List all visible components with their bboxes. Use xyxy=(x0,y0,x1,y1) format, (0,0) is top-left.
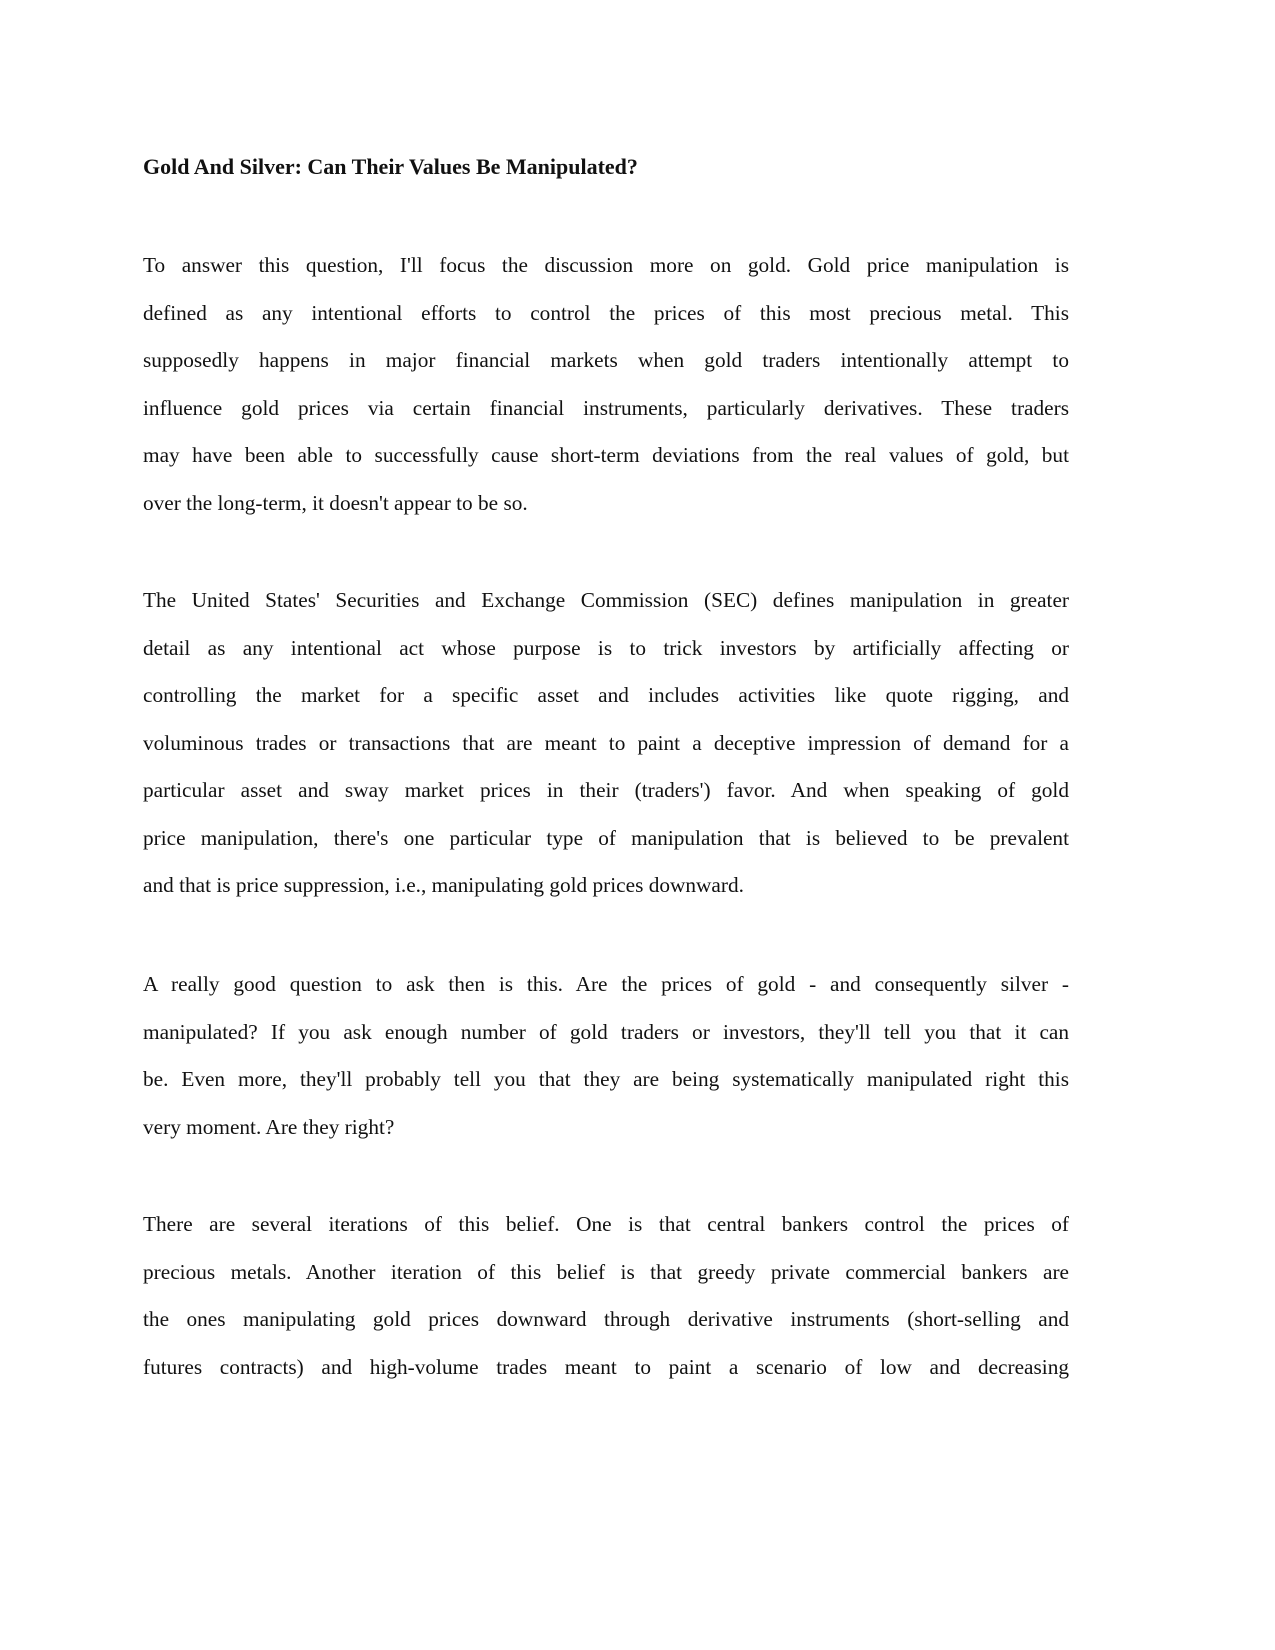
paragraph-line: There are several iterations of this belief. One is that central bankers control the prices of xyxy=(143,1212,1069,1236)
paragraph-line: To answer this question, I'll focus the discussion more on gold. Gold price manipulation is xyxy=(143,253,1069,277)
paragraph-line: be. Even more, they'll probably tell you that they are being systematically manipulated right this xyxy=(143,1067,1069,1091)
paragraph-line: voluminous trades or transactions that are meant to paint a deceptive impression of demand for a xyxy=(143,730,1069,755)
paragraph-line: very moment. Are they right? xyxy=(143,1114,395,1139)
paragraph-line: supposedly happens in major financial markets when gold traders intentionally attempt to xyxy=(143,348,1069,372)
paragraph-1 xyxy=(143,242,1069,527)
paragraph-line: manipulated? If you ask enough number of gold traders or investors, they'll tell you that it can xyxy=(143,1019,1069,1044)
paragraph-line: controlling the market for a specific asset and includes activities like quote rigging, and xyxy=(143,683,1069,707)
paragraph-line: price manipulation, there's one particular type of manipulation that is believed to be prevalent xyxy=(143,825,1069,850)
paragraph-line: the ones manipulating gold prices downward through derivative instruments (short-selling and xyxy=(143,1307,1069,1331)
paragraph-line: influence gold prices via certain financial instruments, particularly derivatives. These traders xyxy=(143,395,1069,420)
paragraph-2 xyxy=(143,577,1069,910)
paragraph-4 xyxy=(143,1201,1069,1391)
paragraph-line: The United States' Securities and Exchange Commission (SEC) defines manipulation in greater xyxy=(143,588,1069,612)
paragraph-line: defined as any intentional efforts to control the prices of this most precious metal. This xyxy=(143,300,1069,325)
paragraph-line: futures contracts) and high-volume trades meant to paint a scenario of low and decreasing xyxy=(143,1354,1069,1379)
paragraph-line: and that is price suppression, i.e., manipulating gold prices downward. xyxy=(143,873,744,897)
paragraph-line: may have been able to successfully cause short-term deviations from the real values of gold, but xyxy=(143,443,1069,467)
paragraph-line: precious metals. Another iteration of this belief is that greedy private commercial bankers are xyxy=(143,1259,1069,1284)
paragraph-line: A really good question to ask then is this. Are the prices of gold - and consequently silver - xyxy=(143,972,1069,996)
paragraph-line: particular asset and sway market prices in their (traders') favor. And when speaking of gold xyxy=(143,778,1069,802)
paragraph-3 xyxy=(143,961,1069,1151)
document-title: Gold And Silver: Can Their Values Be Manipulated? xyxy=(143,154,638,179)
paragraph-line: detail as any intentional act whose purpose is to trick investors by artificially affecting or xyxy=(143,635,1069,660)
paragraph-line: over the long-term, it doesn't appear to be so. xyxy=(143,490,528,515)
